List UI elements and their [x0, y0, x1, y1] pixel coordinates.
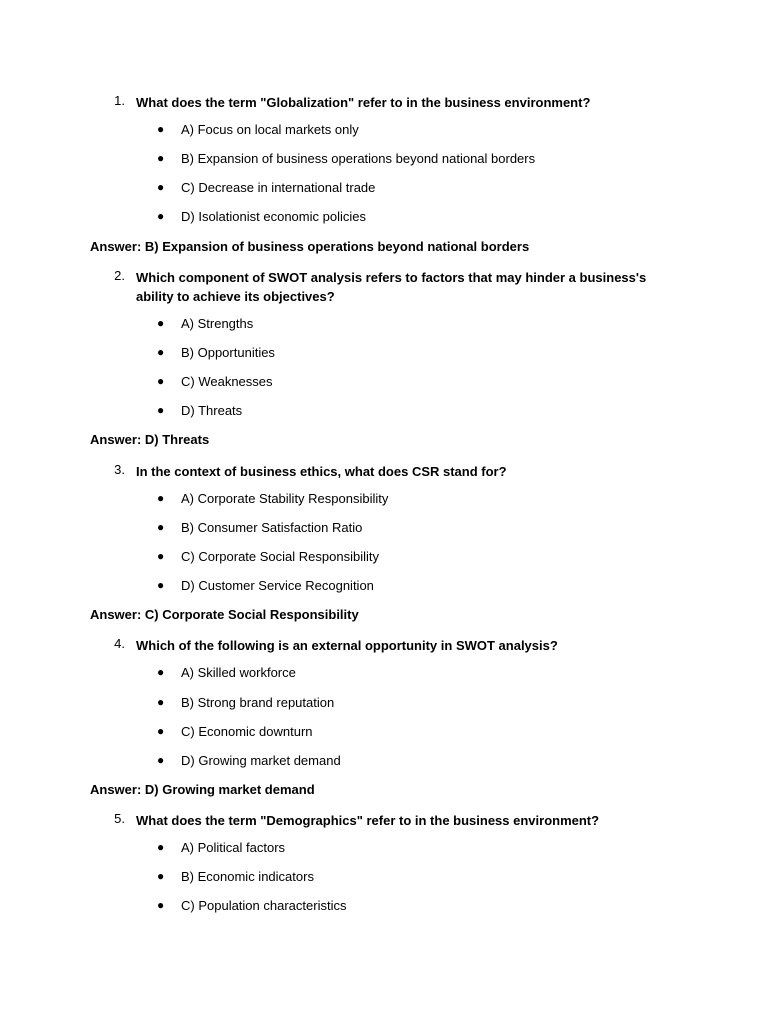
option-text: A) Focus on local markets only [181, 122, 359, 137]
option-text: C) Population characteristics [181, 898, 347, 913]
answer-line: Answer: D) Growing market demand [90, 782, 315, 797]
option-text: B) Consumer Satisfaction Ratio [181, 520, 363, 535]
option-text: D) Customer Service Recognition [181, 578, 374, 593]
bullet-icon: ● [157, 898, 165, 912]
option-text: C) Corporate Social Responsibility [181, 549, 379, 564]
option-text: A) Corporate Stability Responsibility [181, 491, 389, 506]
answer-line: Answer: C) Corporate Social Responsibility [90, 607, 359, 622]
option-text: A) Strengths [181, 316, 254, 331]
question-text: Which component of SWOT analysis refers to factors that may hinder a business's ability to achieve its objectives? [136, 270, 647, 304]
bullet-icon: ● [157, 520, 165, 534]
answer-line: Answer: B) Expansion of business operations beyond national borders [90, 239, 530, 254]
bullet-icon: ● [157, 316, 165, 330]
bullet-icon: ● [157, 753, 165, 767]
option-text: D) Threats [181, 403, 243, 418]
bullet-icon: ● [157, 151, 165, 165]
bullet-icon: ● [157, 491, 165, 505]
option-text: B) Expansion of business operations beyond national borders [181, 151, 536, 166]
bullet-icon: ● [157, 374, 165, 388]
bullet-icon: ● [157, 869, 165, 883]
bullet-icon: ● [157, 840, 165, 854]
question-number: 3. [114, 462, 125, 477]
question-text: In the context of business ethics, what does CSR stand for? [136, 464, 507, 479]
bullet-icon: ● [157, 549, 165, 563]
option-text: C) Decrease in international trade [181, 180, 376, 195]
option-text: C) Economic downturn [181, 724, 313, 739]
bullet-icon: ● [157, 345, 165, 359]
bullet-icon: ● [157, 695, 165, 709]
bullet-icon: ● [157, 209, 165, 223]
question-text: Which of the following is an external opportunity in SWOT analysis? [136, 638, 558, 653]
question-number: 1. [114, 93, 125, 108]
question-number: 4. [114, 636, 125, 651]
answer-line: Answer: D) Threats [90, 432, 210, 447]
bullet-icon: ● [157, 724, 165, 738]
option-text: D) Isolationist economic policies [181, 209, 366, 224]
bullet-icon: ● [157, 403, 165, 417]
bullet-icon: ● [157, 665, 165, 679]
question-text: What does the term "Globalization" refer to in the business environment? [136, 95, 591, 110]
option-text: A) Skilled workforce [181, 665, 296, 680]
question-number: 5. [114, 811, 125, 826]
option-text: B) Opportunities [181, 345, 275, 360]
bullet-icon: ● [157, 180, 165, 194]
bullet-icon: ● [157, 122, 165, 136]
option-text: B) Economic indicators [181, 869, 314, 884]
option-text: B) Strong brand reputation [181, 695, 335, 710]
question-number: 2. [114, 268, 125, 283]
option-text: D) Growing market demand [181, 753, 341, 768]
bullet-icon: ● [157, 578, 165, 592]
question-text: What does the term "Demographics" refer to in the business environment? [136, 813, 600, 828]
option-text: A) Political factors [181, 840, 286, 855]
option-text: C) Weaknesses [181, 374, 273, 389]
